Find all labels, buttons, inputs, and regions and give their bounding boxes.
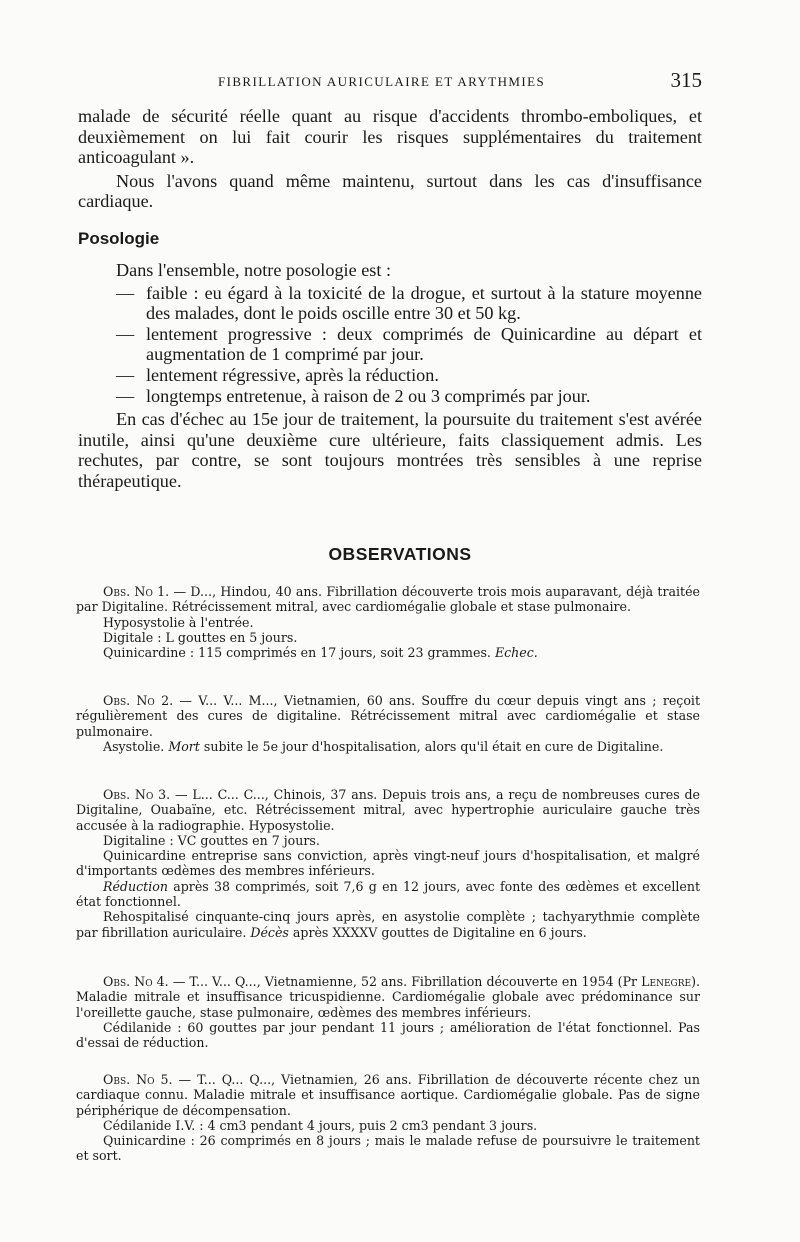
list-item: — faible : eu égard à la toxicité de la drogue, et surtout à la stature moyenne des malades, dont le poids oscille entre 30 et 50 kg.: [116, 282, 702, 324]
running-header: [0, 66, 800, 96]
observations-heading: OBSERVATIONS: [328, 544, 472, 564]
obs-label: Obs. No 3. —: [103, 787, 188, 802]
observation-3: Obs. No 3. — L... C... C..., Chinois, 37 ans. Depuis trois ans, a reçu de nombreuses cures de Digitaline, Ouabaïne, etc. Rétrécissement mitral, avec hypertrophie auriculaire gauche très accusée à la radiographie. Hyposystolie. Digitaline : VC gouttes en 7 jours. Quinicardine entreprise sans conviction, après vingt-neuf jours d'hospitalisation, et malgré d'importants œdèmes des membres inférieurs. Réduction après 38 comprimés, soit 7,6 g en 12 jours, avec fonte des œdèmes et excellent état fonctionnel. Rehospitalisé cinquante-cinq jours après, en asystolie complète ; tachyarythmie complète par fibrillation auriculaire. Décès après XXXXV gouttes de Digitaline en 6 jours.: [76, 787, 701, 940]
observation-5: Obs. No 5. — T... Q... Q..., Vietnamien, 26 ans. Fibrillation de découverte récente chez un cardiaque connu. Maladie mitrale et insuffisance aortique. Cardiomégalie globale. Pas de signe périphérique de décompensation. Cédilanide I.V. : 4 cm3 pendant 4 jours, puis 2 cm3 pendant 3 jours. Quinicardine : 26 comprimés en 8 jours ; mais le malade refuse de poursuivre le traitement et sort.: [76, 1072, 700, 1164]
intro-section: [78, 106, 702, 212]
posologie-closing: En cas d'échec au 15e jour de traitement, la poursuite du traitement s'est avérée inutile, ainsi qu'une deuxième cure ultérieure, faits classiquement admis. Les rechutes, par contre, se sont toujours montrées très sensibles à une reprise thérapeutique.: [78, 409, 702, 491]
obs-label: Obs. No 5. —: [103, 1072, 192, 1087]
dash-bullet: —: [116, 364, 135, 385]
observation-4: Obs. No 4. — T... V... Q..., Vietnamienne, 52 ans. Fibrillation découverte en 1954 (Pr Lenegre). Maladie mitrale et insuffisance tricuspidienne. Cardiomégalie globale avec prédominance sur l'oreillette gauche, stase pulmonaire, œdèmes des membres inférieurs. Cédilanide : 60 gouttes par jour pendant 11 jours ; amélioration de l'état fonctionnel. Pas d'essai de réduction.: [76, 974, 700, 1051]
obs-label: Obs. No 1. —: [103, 584, 187, 599]
intro-paragraph-1: malade de sécurité réelle quant au risque d'accidents thrombo-emboliques, et deuxièmement on lui fait courir les risques supplémentaires du traitement anticoagulant ».: [78, 106, 702, 168]
intro-paragraph-2: Nous l'avons quand même maintenu, surtout dans les cas d'insuffisance cardiaque.: [78, 170, 702, 212]
obs-label: Obs. No 4. —: [103, 974, 186, 989]
list-item: — lentement progressive : deux comprimés de Quinicardine au départ et augmentation de 1 comprimé par jour.: [116, 323, 702, 365]
posologie-lead: Dans l'ensemble, notre posologie est :: [116, 260, 392, 280]
list-item: — longtemps entretenue, à raison de 2 ou 3 comprimés par jour.: [116, 385, 591, 406]
posologie-heading: Posologie: [78, 229, 160, 248]
observation-1: Obs. No 1. — D..., Hindou, 40 ans. Fibrillation découverte trois mois auparavant, déjà traitée par Digitaline. Rétrécissement mitral, avec cardiomégalie globale et stase pulmonaire. Hyposystolie à l'entrée. Digitale : L gouttes en 5 jours. Quinicardine : 115 comprimés en 17 jours, soit 23 grammes. Echec.: [76, 584, 701, 661]
running-title: FIBRILLATION AURICULAIRE ET ARYTHMIES: [218, 74, 546, 89]
dash-bullet: —: [116, 385, 135, 406]
page-number: 315: [670, 68, 702, 92]
observation-2: Obs. No 2. — V... V... M..., Vietnamien, 60 ans. Souffre du cœur depuis vingt ans ; reçoit régulièrement des cures de digitaline. Rétrécissement mitral avec cardiomégalie et stase pulmonaire. Asystolie. Mort subite le 5e jour d'hospitalisation, alors qu'il était en cure de Digitaline.: [76, 693, 701, 754]
posologie-section: [78, 260, 702, 492]
dash-bullet: —: [116, 282, 135, 303]
obs-label: Obs. No 2. —: [103, 693, 192, 708]
list-item: — lentement régressive, après la réduction.: [116, 364, 439, 385]
dash-bullet: —: [116, 323, 135, 344]
